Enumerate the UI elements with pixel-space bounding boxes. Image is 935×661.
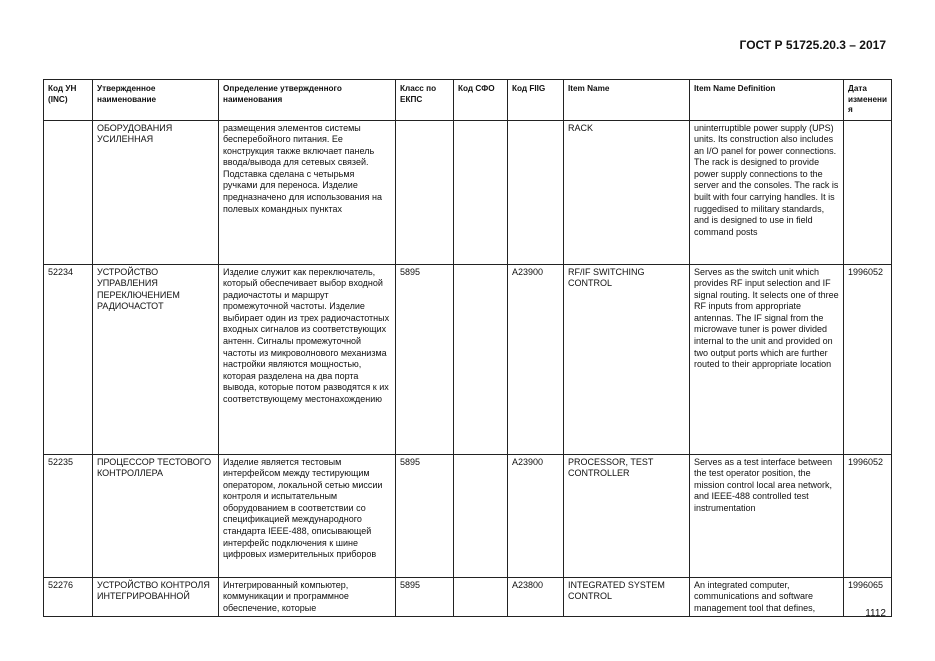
cell-code-un: 52235 — [44, 454, 93, 577]
document-standard-id: ГОСТ Р 51725.20.3 – 2017 — [739, 38, 886, 52]
cell-definition: Изделие служит как переключатель, который обеспечивает выбор входной радиочастоты и маршрут промежуточной частоты. Изделие выбирает один из трех радиочастотных входных сигналов из соответствующих антенн. Сигналы промежуточной частоты из микроволнового механизма настройки являются мощностью, которая разделена на два порта вывода, которые потом разводятся к их соответствующему местонахождению — [219, 264, 396, 454]
table-row — [44, 264, 892, 454]
cell-item-definition: Serves as a test interface between the test operator position, the mission control local area network, and IEEE-488 controlled test instrumentation — [690, 454, 844, 577]
cell-definition: Интегрированный компьютер, коммуникации и программное обеспечение, которые — [219, 577, 396, 617]
cell-code-un — [44, 120, 93, 264]
cell-definition: размещения элементов системы бесперебойного питания. Ее конструкция также включает панель ввода/вывода для сетевых связей. Подставка сделана с четырьмя ручками для переноса. Изделие предназначено для использования на полевых командных пунктах — [219, 120, 396, 264]
cell-approved-name: УСТРОЙСТВО КОНТРОЛЯ ИНТЕГРИРОВАННОЙ — [93, 577, 219, 617]
header-approved-name: Утвержденное наименование — [93, 80, 219, 121]
cell-date — [844, 120, 892, 264]
cell-date: 1996065 — [844, 577, 892, 617]
cell-approved-name: УСТРОЙСТВО УПРАВЛЕНИЯ ПЕРЕКЛЮЧЕНИЕМ РАДИОЧАСТОТ — [93, 264, 219, 454]
table-row — [44, 120, 892, 264]
cell-code-sfo — [454, 264, 508, 454]
cell-approved-name: ПРОЦЕССОР ТЕСТОВОГО КОНТРОЛЛЕРА — [93, 454, 219, 577]
cell-code-fiig: A23900 — [508, 454, 564, 577]
cell-approved-name: ОБОРУДОВАНИЯ УСИЛЕННАЯ — [93, 120, 219, 264]
cell-item-name: RACK — [564, 120, 690, 264]
cell-code-fiig — [508, 120, 564, 264]
table-row — [44, 454, 892, 577]
header-code-fiig: Код FIIG — [508, 80, 564, 121]
header-definition: Определение утвержденного наименования — [219, 80, 396, 121]
table-header-row — [44, 80, 892, 121]
cell-class-ekps: 5895 — [396, 264, 454, 454]
header-code-sfo: Код СФО — [454, 80, 508, 121]
cell-code-fiig: A23900 — [508, 264, 564, 454]
cell-definition: Изделие является тестовым интерфейсом между тестирующим оператором, локальной сетью миссии контроля и испытательным оборудованием в соответствии со спецификацией международного стандарта IEEE-488, описывающей интерфейс подключения к шине цифровых измерительных приборов — [219, 454, 396, 577]
header-code-un: Код УН (INC) — [44, 80, 93, 121]
cell-code-sfo — [454, 454, 508, 577]
cell-code-sfo — [454, 577, 508, 617]
cell-item-definition: uninterruptible power supply (UPS) units. Its construction also includes an I/O panel for power connections. The rack is designed to provide power supply connections to the server and the consoles. The rack is built with four carrying handles. It is ruggedised to military standards, and is designed to use in field command posts — [690, 120, 844, 264]
cell-item-name: RF/IF SWITCHING CONTROL — [564, 264, 690, 454]
cell-item-definition: An integrated computer, communications and software management tool that defines, — [690, 577, 844, 617]
cell-date: 1996052 — [844, 454, 892, 577]
cell-code-un: 52276 — [44, 577, 93, 617]
classification-table — [43, 79, 892, 617]
header-class-ekps: Класс по ЕКПС — [396, 80, 454, 121]
header-item-name: Item Name — [564, 80, 690, 121]
page-number: 1112 — [865, 608, 886, 619]
cell-code-fiig: A23800 — [508, 577, 564, 617]
cell-class-ekps: 5895 — [396, 577, 454, 617]
cell-code-un: 52234 — [44, 264, 93, 454]
cell-item-definition: Serves as the switch unit which provides RF input selection and IF signal routing. It selects one of three RF inputs from appropriate antennas. The IF signal from the microwave tuner is power divided internal to the unit and provided on two output ports which are further routed to their appropriate location — [690, 264, 844, 454]
header-item-definition: Item Name Definition — [690, 80, 844, 121]
cell-class-ekps: 5895 — [396, 454, 454, 577]
cell-code-sfo — [454, 120, 508, 264]
cell-item-name: INTEGRATED SYSTEM CONTROL — [564, 577, 690, 617]
header-date: Дата изменения — [844, 80, 892, 121]
cell-date: 1996052 — [844, 264, 892, 454]
cell-item-name: PROCESSOR, TEST CONTROLLER — [564, 454, 690, 577]
cell-class-ekps — [396, 120, 454, 264]
table-row — [44, 577, 892, 617]
